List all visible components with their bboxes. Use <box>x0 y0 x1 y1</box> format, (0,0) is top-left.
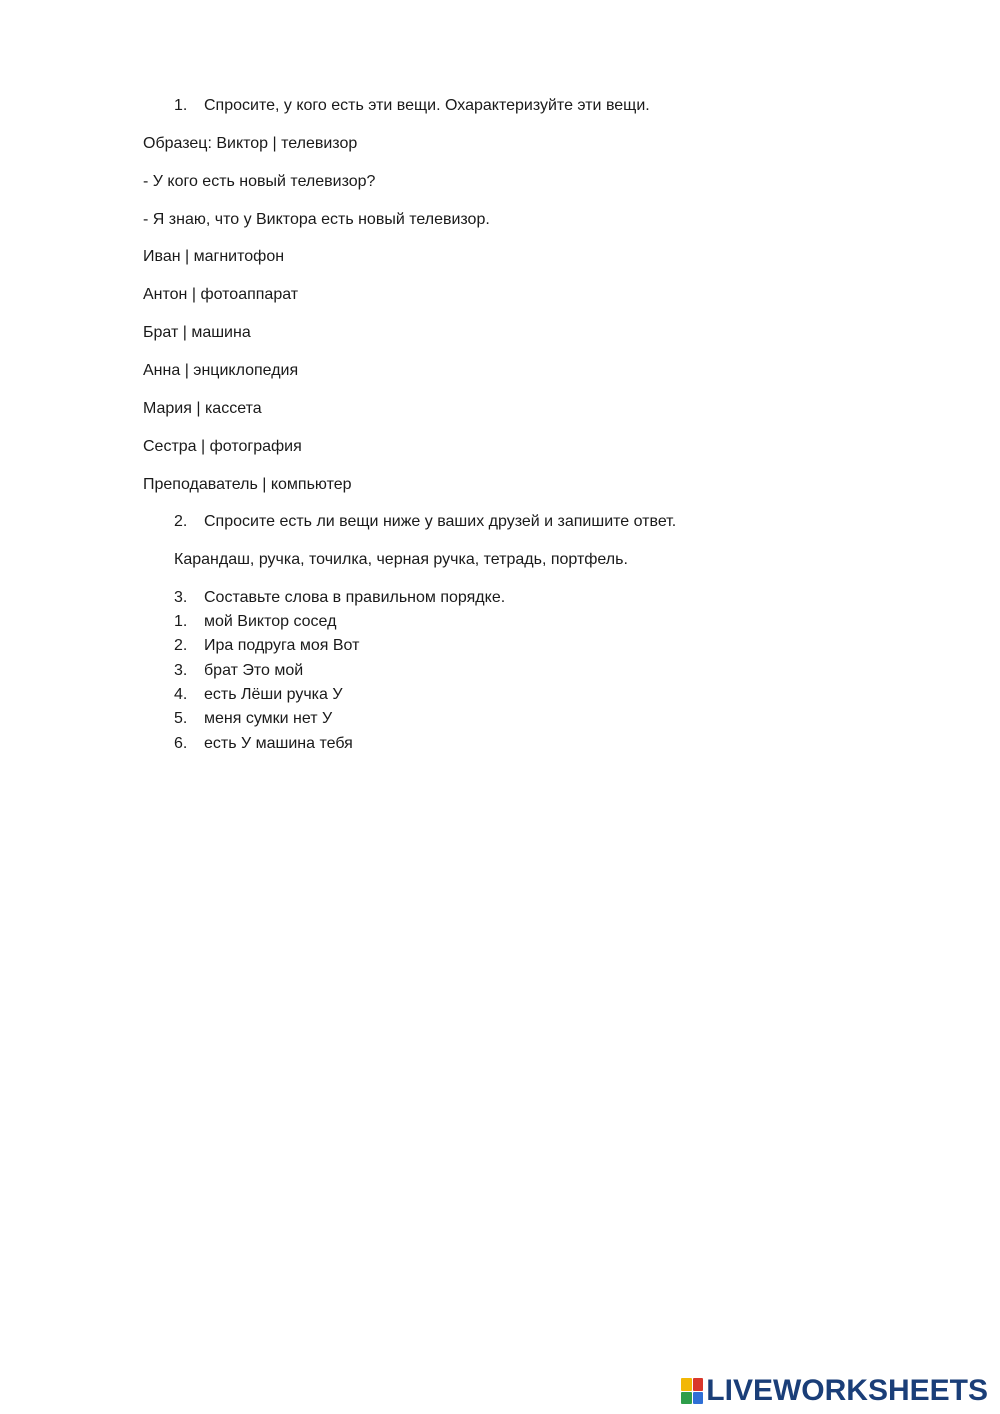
list-item-number: 6. <box>174 735 188 752</box>
list-item-text: мой Виктор сосед <box>204 613 337 630</box>
pair-item: Анна | энциклопедия <box>143 362 299 379</box>
pair-item: Брат | машина <box>143 324 251 341</box>
sample-line: Образец: Виктор | телевизор <box>143 135 358 152</box>
logo-square-tl <box>681 1378 692 1391</box>
list-item-text: меня сумки нет У <box>204 710 333 727</box>
list-item-number: 2. <box>174 637 188 654</box>
logo-square-tr <box>693 1378 704 1391</box>
exercise-2-number: 2. <box>174 513 188 530</box>
list-item-text: Ира подруга моя Вот <box>204 637 360 654</box>
exercise-2-word-list: Карандаш, ручка, точилка, черная ручка, тетрадь, портфель. <box>174 551 628 568</box>
list-item-number: 1. <box>174 613 188 630</box>
pair-item: Преподаватель | компьютер <box>143 476 352 493</box>
list-item-number: 4. <box>174 686 188 703</box>
list-item-number: 3. <box>174 662 188 679</box>
exercise-3-instruction: Составьте слова в правильном порядке. <box>204 589 506 606</box>
pair-item: Антон | фотоаппарат <box>143 286 299 303</box>
pair-item: Иван | магнитофон <box>143 248 285 265</box>
logo-square-bl <box>681 1392 692 1405</box>
liveworksheets-logo-text: LIVEWORKSHEETS <box>706 1374 988 1407</box>
sample-question: - У кого есть новый телевизор? <box>143 173 376 190</box>
list-item-text: есть Лёши ручка У <box>204 686 343 703</box>
liveworksheets-logo-icon <box>681 1378 703 1404</box>
sample-answer: - Я знаю, что у Виктора есть новый телевизор. <box>143 211 490 228</box>
exercise-1-number: 1. <box>174 97 188 114</box>
exercise-3-number: 3. <box>174 589 188 606</box>
list-item-text: есть У машина тебя <box>204 735 353 752</box>
pair-item: Мария | кассета <box>143 400 262 417</box>
pair-item: Сестра | фотография <box>143 438 302 455</box>
list-item-text: брат Это мой <box>204 662 304 679</box>
liveworksheets-logo <box>681 1376 988 1406</box>
exercise-2-instruction: Спросите есть ли вещи ниже у ваших друзей и запишите ответ. <box>204 513 677 530</box>
exercise-1-instruction: Спросите, у кого есть эти вещи. Охарактеризуйте эти вещи. <box>204 97 650 114</box>
list-item-number: 5. <box>174 710 188 727</box>
logo-square-br <box>693 1392 704 1405</box>
